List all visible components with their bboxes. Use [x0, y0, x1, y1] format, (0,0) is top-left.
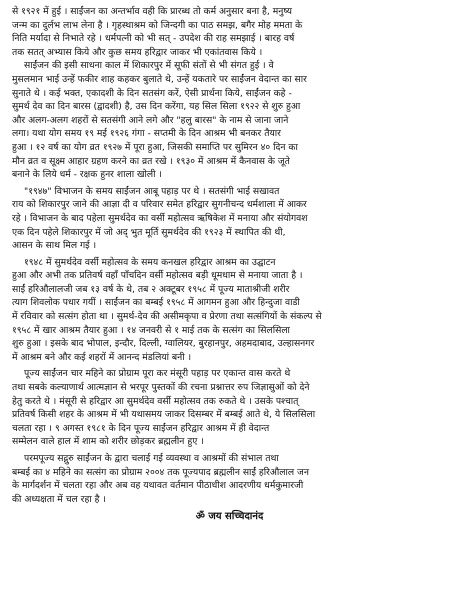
text-line: में रविवार को सत्संग होता था । सुमर्थ-देव की असीमकृपा व प्रेरणा तथा सत्संगियों के संकल्प से — [12, 311, 322, 323]
text-line: सुनाते थे । कई भक्त, एकादशी के दिन सतसंग करें, ऐसी प्रार्थना किये, साईंजन कहे - — [12, 87, 292, 99]
text-line: त्याग शिवलोक पधार गयीं । साईंजन का बम्बई १९५८ में आगमन हुआ और हिन्दुजा वाडी — [12, 297, 300, 309]
text-line: हुआ । १२ वर्ष का योग व्रत १९२७ में पूरा हुआ, जिसकी समाप्ति पर सुमिरन ४० दिन का — [12, 141, 298, 153]
text-line: पूज्य साईंजन चार महिने का प्रोग्राम पूरा कर मंसूरी पहाड़ पर एकान्त वास करते थे — [24, 368, 291, 380]
text-line: चलता रहा । ९ अगस्त १९८१ के दिन पूज्य साईंजन हरिद्वार आश्रम में ही वेदान्त — [12, 422, 270, 434]
text-line: एक दिन पहेले शिकारपुर में जो अद् भुत मूर्ति सुमर्थदेव की १९२३ में स्थापित की थी, — [12, 226, 286, 238]
text-line: से १९२१ में हुई । साईंजन का अन्तर्भाव वही कि प्रारब्ध तो कर्म अनुसार बना है, मनुष्य — [12, 6, 292, 17]
text-line: जन्म का दुर्लभ लाभ लेना है । गृहस्थाश्रम को जिन्दगी का पाठ समझ, बगैर मोह ममता के — [12, 19, 303, 31]
text-line: १९४८ में सुमर्थदेव वर्सी महोत्सव के समय कनखल हरिद्वार आश्रम का उद्घाटन — [24, 256, 276, 268]
text-line: बनाने के लिये धर्म - रक्षक हुनर शाला खोली । — [12, 169, 162, 181]
text-line: प्रतिवर्ष किसी शहर के आश्रम में भी यथासमय जाकर दिसम्बर में बम्बई आते थे, ये सिलसिला — [12, 409, 316, 421]
text-line: सुमर्थ देव का दिन बारस (द्वादशी) है, उस दिन करेंगा, यह सिल सिला १९२२ से शुरु हुआ — [12, 101, 301, 113]
text-line: और अलग-अलग शहरों से सतसंगी आने लगे और "हलु बारस" के नाम से जाना जाने — [12, 114, 289, 126]
text-line: "१९४७" विभाजन के समय साईंजन आबू पहाड़ पर थे । सतसंगी भाई सखावत — [24, 185, 280, 197]
text-line: शुरु हुआ । इसके बाद भोपाल, इन्दौर, दिल्ली, ग्वालियर, बुरहानपुर, अहमदाबाद, उल्हासनगर — [12, 338, 315, 350]
text-line: मुसलमान भाई उन्हें फकीर शाह कहकर बुलाते थे, उन्हें यकतारे पर साईंजन वेदान्त का सार — [12, 73, 307, 85]
text-line: राय को शिकारपुर जाने की आज्ञा दी व परिवार समेत हरिद्वार सुगनीचन्द धर्मशाला में आकर — [12, 199, 307, 211]
text-line: की अध्यक्षता में चल रहा है । — [12, 493, 106, 505]
text-line: के मार्गदर्शन में चलता रहा और अब वह यथावत वर्तमान पीठाधीश आदरणीय धर्मकुमारजी — [12, 480, 304, 492]
text-line: १९५८ में खार आश्रम तैयार हुआ । १४ जनवरी से १ माई तक के सत्संग का सिलसिला — [12, 324, 290, 336]
text-line: सम्मेलन वाले हाल में शाम को शरीर छोड़कर ब्रह्मलीन हुए । — [12, 436, 204, 448]
closing-invocation: ॐ जय सच्चिदानंद — [195, 511, 264, 523]
text-line: बम्बई का ४ महिने का सत्संग का प्रोग्राम २००४ तक पूज्यपाद ब्रह्मलीन साईं हरिऔलाल जन — [12, 466, 309, 478]
text-line: परमपूज्य सद्गुरु साईंजन के द्वारा चलाई गई व्यवस्था व आश्रमों की संभाल तथा — [24, 453, 279, 464]
paragraph-4 — [12, 256, 447, 365]
text-line: मौन व्रत व सूक्ष्म आहार ग्रहण करने का व्रत रखे । १९३० में आश्रम में कैनवास के जूते — [12, 155, 290, 167]
paragraph-5 — [12, 367, 447, 449]
text-line: आसन के साथ मिल गई । — [12, 240, 97, 252]
text-line: साईंजन की इसी साधना काल में शिकारपुर में सूफी संतों से भी संगत हुई । वे — [24, 60, 274, 72]
paragraph-3 — [12, 185, 447, 253]
text-line: तक सतत् अभ्यास किये और कुछ समय हरिद्वार जाकर भी एकांतवास किये । — [12, 46, 263, 58]
text-line: निति मर्यादा से निभाते रहे । धर्मपत्नी को भी सत् - उपदेश की राह समझाई । बारह वर्ष — [12, 33, 295, 45]
text-line: लगा। यथा योग समय १९ मई १९२६ गंगा - सप्तमी के दिन आश्रम भी बनकर तैयार — [12, 128, 281, 140]
text-line: हेतु करते थे । मंसूरी से हरिद्वार आ सुमर्थदेव वर्सी महोत्सव तक रुकते थे । उसके पश्चात् — [12, 395, 299, 407]
paragraph-1 — [12, 5, 447, 59]
paragraph-2 — [12, 59, 447, 181]
text-line: साईं हरिऔलालजी जब १३ वर्ष के थे, तब २ अक्टूबर १९५८ में पूज्य माताश्रीजी शरीर — [12, 283, 290, 295]
text-line: तथा सबके कल्याणार्थ आत्मज्ञान से भरपूर पुस्तकों की रचना प्रश्नात्तर रुप जिज्ञासुओं को देने — [12, 382, 310, 394]
text-line: रहे । विभाजन के बाद पहेला सुमर्थदेव का वर्सी महोत्सव ऋषिकेश में मनाया और संयोगवश — [12, 212, 308, 224]
paragraph-6 — [12, 452, 447, 506]
text-line: हुआ और अभी तक प्रतिवर्ष वहाँ पाँचदिन वर्सी महोत्सव बड़ी धूमधाम से मनाया जाता है । — [12, 270, 303, 282]
text-line: में आश्रम बने और कई शहरों में आनन्द मंडलियां बनी । — [12, 351, 192, 363]
